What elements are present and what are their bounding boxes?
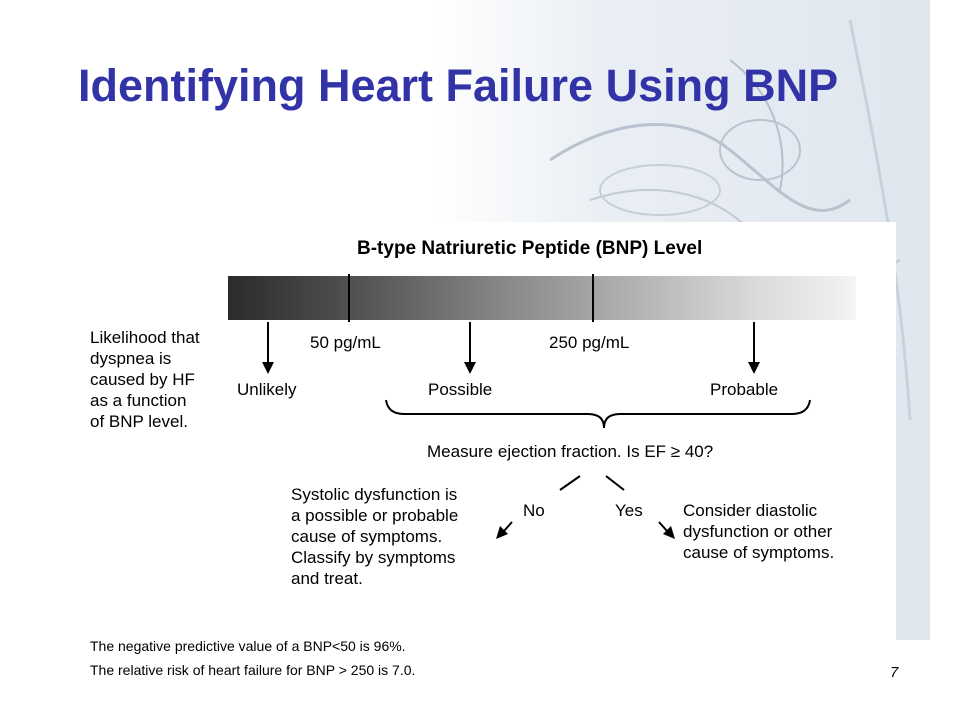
systolic-outcome-line: and treat. [291,569,363,588]
arrow-probable [748,322,760,374]
systolic-outcome-line: a possible or probable [291,506,459,525]
threshold-low-label: 50 pg/mL [310,333,381,352]
level-unlikely-label: Unlikely [237,380,297,399]
diastolic-outcome-line: cause of symptoms. [683,543,835,562]
systolic-outcome-line: Classify by symptoms [291,548,456,567]
branch-yes-line [606,476,624,490]
ejection-fraction-question: Measure ejection fraction. Is EF ≥ 40? [427,442,714,461]
footnote-npv: The negative predictive value of a BNP<50 is 96%. [90,638,406,654]
arrow-to-systolic [496,522,512,539]
arrow-to-diastolic [659,522,675,539]
possible-probable-brace [386,400,810,428]
slide-title: Identifying Heart Failure Using BNP [78,60,839,111]
diagram-connectors [60,222,896,640]
branch-no-label: No [523,501,545,520]
branch-yes-label: Yes [615,501,643,520]
side-label-line: Likelihood that [90,328,200,347]
diastolic-outcome-line: dysfunction or other [683,522,833,541]
page-number: 7 [890,664,899,681]
threshold-high-label: 250 pg/mL [549,333,630,352]
side-label-line: dyspnea is [90,349,172,368]
side-label-line: as a function [90,391,187,410]
diagram-heading: B-type Natriuretic Peptide (BNP) Level [357,238,703,259]
systolic-outcome-line: Systolic dysfunction is [291,485,458,504]
diastolic-outcome-line: Consider diastolic [683,501,818,520]
footnote-relative-risk: The relative risk of heart failure for BNP > 250 is 7.0. [90,662,416,678]
arrow-possible [464,322,476,374]
arrow-unlikely [262,322,274,374]
side-label-line: of BNP level. [90,412,188,431]
bnp-diagram [60,222,896,640]
side-label-line: caused by HF [90,370,195,389]
systolic-outcome-line: cause of symptoms. [291,527,443,546]
branch-no-line [560,476,580,490]
level-probable-label: Probable [710,380,779,399]
level-possible-label: Possible [428,380,493,399]
